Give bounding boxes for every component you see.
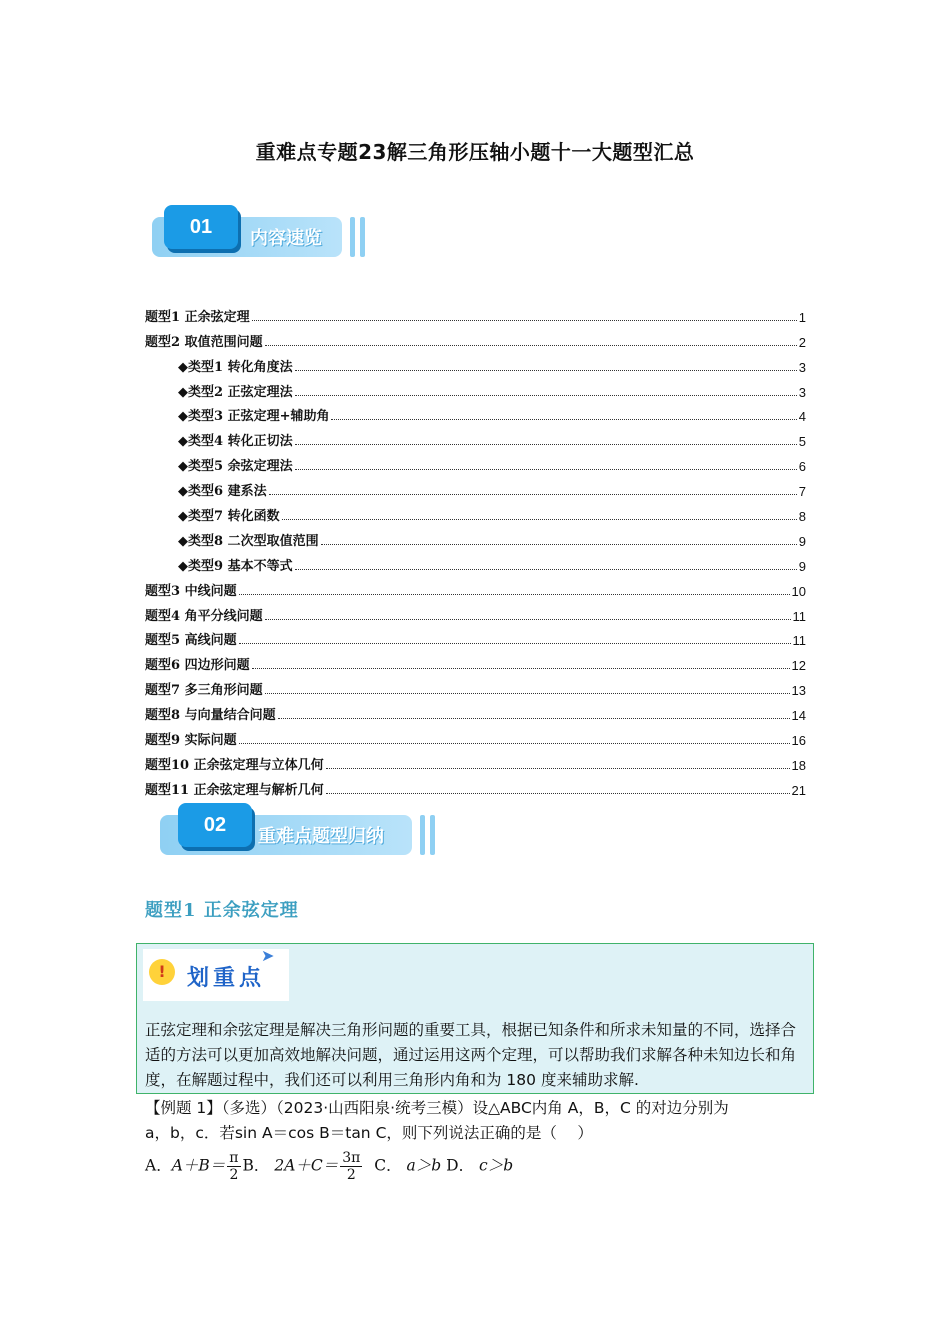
- toc-leader-dots: [295, 443, 797, 445]
- toc-entry-page: 7: [798, 484, 806, 500]
- toc-entry-label: 题型6 四边形问题: [145, 658, 250, 674]
- toc-leader-dots: [265, 692, 790, 694]
- option-c-expr: a＞b: [406, 1156, 442, 1175]
- toc-entry-label: 题型9 实际问题: [145, 733, 237, 749]
- toc-entry[interactable]: [145, 624, 806, 649]
- toc-entry-page: 5: [798, 434, 806, 450]
- toc-entry-page: 2: [798, 334, 806, 350]
- toc-entry-page: 3: [798, 359, 806, 375]
- banner-label: 重难点题型归纳: [258, 826, 384, 847]
- toc-entry-page: 12: [791, 658, 806, 674]
- toc-entry-page: 11: [792, 633, 806, 649]
- section-banner-02: [160, 803, 440, 859]
- toc-leader-dots: [265, 344, 797, 346]
- option-d-label: D．: [446, 1156, 475, 1175]
- toc-entry-page: 9: [798, 533, 806, 549]
- example-line-2: a，b，c．若sin A＝cos B＝tan C，则下列说法正确的是（ ）: [145, 1124, 593, 1142]
- toc-leader-dots: [269, 493, 797, 495]
- toc-entry-label: 题型10 正余弦定理与立体几何: [145, 757, 324, 773]
- table-of-contents: [145, 300, 806, 798]
- toc-leader-dots: [295, 568, 797, 570]
- toc-entry-label: 题型3 中线问题: [145, 583, 237, 599]
- toc-entry-label: 题型11 正余弦定理与解析几何: [145, 782, 324, 798]
- toc-leader-dots: [331, 418, 796, 420]
- toc-entry-label: ◆类型9 基本不等式: [178, 558, 293, 574]
- toc-entry-page: 3: [798, 384, 806, 400]
- toc-entry-label: ◆类型8 二次型取值范围: [178, 533, 319, 549]
- toc-entry-page: 13: [791, 683, 806, 699]
- toc-leader-dots: [278, 717, 790, 719]
- option-b-fraction: $\frac{3\pi}{2}$: [342, 1150, 361, 1183]
- toc-leader-dots: [321, 543, 797, 545]
- toc-entry[interactable]: [145, 748, 806, 773]
- key-point-box: [136, 943, 814, 1094]
- toc-entry-label: ◆类型3 正弦定理+辅助角: [178, 409, 330, 425]
- option-a-label: A．: [145, 1156, 172, 1175]
- key-point-text: 正弦定理和余弦定理是解决三角形问题的重要工具，根据已知条件和所求未知量的不同，选择合适的方法可以更加高效地解决问题，通过运用这两个定理，可以帮助我们求解各种未知边长和角度，在解题过程中，我们还可以利用三角形内角和为 180 度来辅助求解.: [145, 1021, 797, 1089]
- toc-entry-page: 14: [791, 708, 806, 724]
- toc-entry[interactable]: [145, 499, 806, 524]
- banner-stripe: [430, 815, 435, 855]
- toc-entry[interactable]: [145, 325, 806, 350]
- toc-entry[interactable]: [145, 773, 806, 798]
- toc-entry[interactable]: [145, 375, 806, 400]
- toc-leader-dots: [239, 593, 790, 595]
- banner-stripe: [350, 217, 355, 257]
- banner-stripe: [360, 217, 365, 257]
- toc-entry-label: 题型5 高线问题: [145, 633, 237, 649]
- toc-leader-dots: [239, 742, 790, 744]
- option-b-expr: 2A＋C＝: [274, 1156, 339, 1175]
- lightbulb-icon: !: [149, 959, 175, 985]
- toc-entry-label: ◆类型5 余弦定理法: [178, 459, 293, 475]
- toc-leader-dots: [252, 667, 790, 669]
- toc-leader-dots: [282, 518, 797, 520]
- toc-entry[interactable]: [145, 400, 806, 425]
- toc-entry-label: ◆类型4 转化正切法: [178, 434, 293, 450]
- toc-entry[interactable]: [145, 599, 806, 624]
- toc-entry[interactable]: [145, 648, 806, 673]
- banner-stripe: [420, 815, 425, 855]
- toc-leader-dots: [252, 319, 797, 321]
- toc-entry-label: 题型4 角平分线问题: [145, 608, 263, 624]
- toc-entry-page: 4: [798, 409, 806, 425]
- toc-entry[interactable]: [145, 723, 806, 748]
- toc-entry-label: ◆类型1 转化角度法: [178, 359, 293, 375]
- toc-entry-page: 18: [791, 757, 806, 773]
- badge-label: 划重点: [187, 966, 266, 991]
- toc-leader-dots: [295, 394, 797, 396]
- toc-entry-label: 题型1 正余弦定理: [145, 309, 250, 325]
- toc-entry-label: ◆类型2 正弦定理法: [178, 384, 293, 400]
- toc-entry[interactable]: [145, 300, 806, 325]
- toc-entry-page: 8: [798, 509, 806, 525]
- section-heading: 题型1 正余弦定理: [145, 900, 299, 921]
- toc-entry[interactable]: [145, 698, 806, 723]
- option-a-expr: A＋B＝: [171, 1156, 226, 1175]
- option-a-fraction: $\frac{\pi}{2}$: [229, 1150, 239, 1183]
- banner-number: 01: [164, 205, 238, 249]
- toc-leader-dots: [326, 767, 790, 769]
- toc-entry[interactable]: [145, 350, 806, 375]
- paper-plane-icon: ➤: [261, 946, 275, 965]
- toc-entry-label: ◆类型7 转化函数: [178, 509, 280, 525]
- toc-entry[interactable]: [145, 673, 806, 698]
- toc-entry[interactable]: [145, 474, 806, 499]
- option-b-label: B．: [242, 1156, 270, 1175]
- toc-entry[interactable]: [145, 574, 806, 599]
- toc-entry[interactable]: [145, 449, 806, 474]
- toc-entry-page: 21: [791, 782, 806, 798]
- toc-leader-dots: [326, 792, 790, 794]
- toc-entry-page: 16: [791, 733, 806, 749]
- toc-leader-dots: [265, 618, 791, 620]
- banner-number: 02: [178, 803, 252, 847]
- toc-entry[interactable]: [145, 524, 806, 549]
- toc-entry-page: 6: [798, 459, 806, 475]
- page-title: 重难点专题23解三角形压轴小题十一大题型汇总: [255, 140, 695, 164]
- key-point-badge: [143, 946, 289, 1001]
- answer-options: [145, 1150, 513, 1183]
- toc-entry[interactable]: [145, 549, 806, 574]
- example-line-1: 【例题 1】（多选）（2023·山西阳泉·统考三模）设△ABC内角 A，B，C 的对边分别为: [145, 1099, 729, 1117]
- toc-leader-dots: [295, 369, 797, 371]
- toc-leader-dots: [239, 642, 791, 644]
- toc-entry[interactable]: [145, 424, 806, 449]
- toc-entry-page: 9: [798, 558, 806, 574]
- toc-entry-label: 题型7 多三角形问题: [145, 683, 263, 699]
- toc-entry-page: 10: [791, 583, 806, 599]
- toc-entry-label: 题型8 与向量结合问题: [145, 708, 276, 724]
- toc-entry-page: 11: [792, 608, 806, 624]
- option-d-expr: c＞b: [479, 1156, 514, 1175]
- toc-entry-label: ◆类型6 建系法: [178, 484, 267, 500]
- example-question: [145, 1096, 810, 1146]
- toc-entry-page: 1: [798, 309, 806, 325]
- section-banner-01: [152, 205, 372, 261]
- toc-entry-label: 题型2 取值范围问题: [145, 334, 263, 350]
- toc-leader-dots: [295, 468, 797, 470]
- option-c-label: C．: [374, 1156, 402, 1175]
- banner-label: 内容速览: [250, 228, 322, 249]
